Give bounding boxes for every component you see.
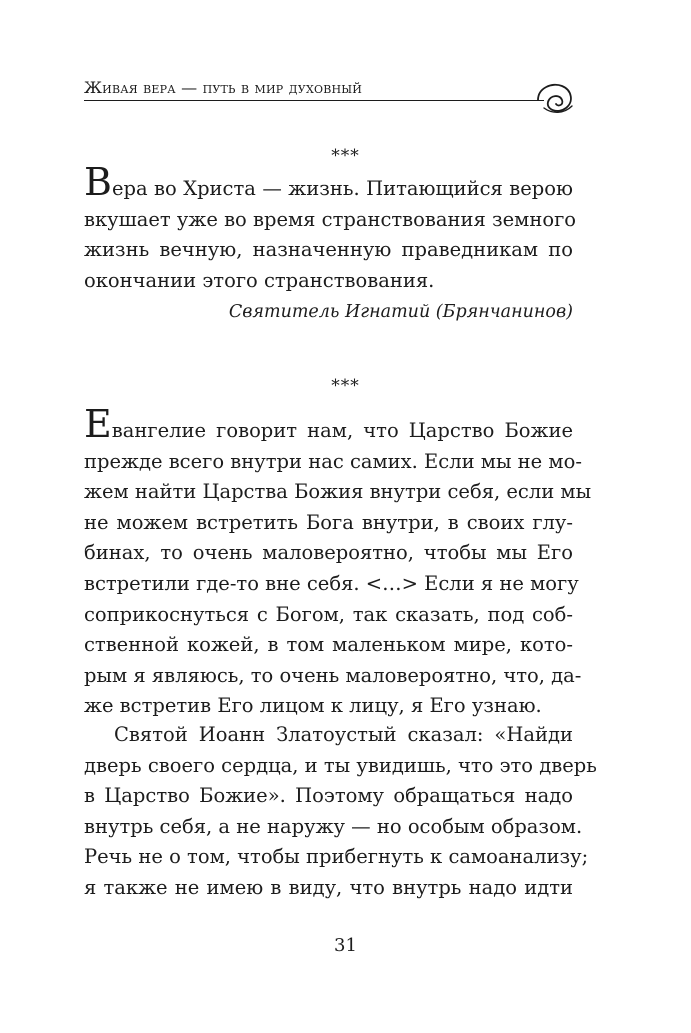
section1-line-3: жизнь вечную, назначенную праведникам по bbox=[84, 238, 573, 262]
section2-line-3: жем найти Царства Божия внутри себя, если мы bbox=[84, 480, 592, 504]
section2-paragraph-2 bbox=[84, 720, 597, 904]
section2-line-2: прежде всего внутри нас самих. Если мы не мо- bbox=[84, 449, 582, 473]
section2-p2-line-6: я также не имею в виду, что внутрь надо идти bbox=[84, 875, 573, 899]
section2-line-7: соприкоснуться с Богом, так сказать, под соб- bbox=[84, 602, 573, 626]
section2-paragraph-1 bbox=[84, 402, 592, 722]
section1-line-2: вкушает уже во время странствования земного bbox=[84, 207, 577, 231]
section2-line-10: же встретив Его лицом к лицу, я Его узнаю. bbox=[84, 694, 542, 718]
section1-paragraph bbox=[84, 160, 577, 296]
section-separator-2: *** bbox=[331, 376, 360, 396]
section2-dropcap: Е bbox=[84, 402, 112, 446]
page-number: 31 bbox=[334, 935, 357, 956]
running-header-title: Живая вера — путь в мир духовный bbox=[84, 78, 363, 97]
section2-p2-line-3: в Царство Божие». Поэтому обращаться надо bbox=[84, 784, 573, 808]
section2-p2-line-1: Святой Иоанн Златоустый сказал: «Найди bbox=[114, 723, 573, 746]
section-separator-1: *** bbox=[331, 146, 360, 166]
section2-line-6: встретили где-то вне себя. <…> Если я не могу bbox=[84, 571, 579, 595]
section2-line-8: ственной кожей, в том маленьком мире, кото- bbox=[84, 633, 573, 657]
section2-p2-line-2: дверь своего сердца, и ты увидишь, что это дверь bbox=[84, 753, 597, 777]
section2-line-4: не можем встретить Бога внутри, в своих глу- bbox=[84, 510, 573, 534]
section1-line-1: Вера во Христа — жизнь. Питающийся верою bbox=[84, 160, 573, 204]
section2-p2-line-4: внутрь себя, а не наружу — но особым образом. bbox=[84, 814, 583, 838]
header-rule bbox=[84, 100, 544, 101]
section2-line-5: бинах, то очень маловероятно, чтобы мы Его bbox=[84, 541, 573, 565]
section1-line-4: окончании этого странствования. bbox=[84, 268, 435, 292]
running-header bbox=[84, 78, 574, 118]
section1-dropcap: В bbox=[84, 160, 112, 204]
section2-p2-line-5: Речь не о том, чтобы прибегнуть к самоанализу; bbox=[84, 845, 589, 869]
swirl-ornament-icon bbox=[534, 78, 576, 116]
section2-line-9: рым я являюсь, то очень маловероятно, что, да- bbox=[84, 663, 582, 687]
attribution: Святитель Игнатий (Брянчанинов) bbox=[228, 302, 573, 322]
section2-line-1: Евангелие говорит нам, что Царство Божие bbox=[84, 402, 573, 446]
